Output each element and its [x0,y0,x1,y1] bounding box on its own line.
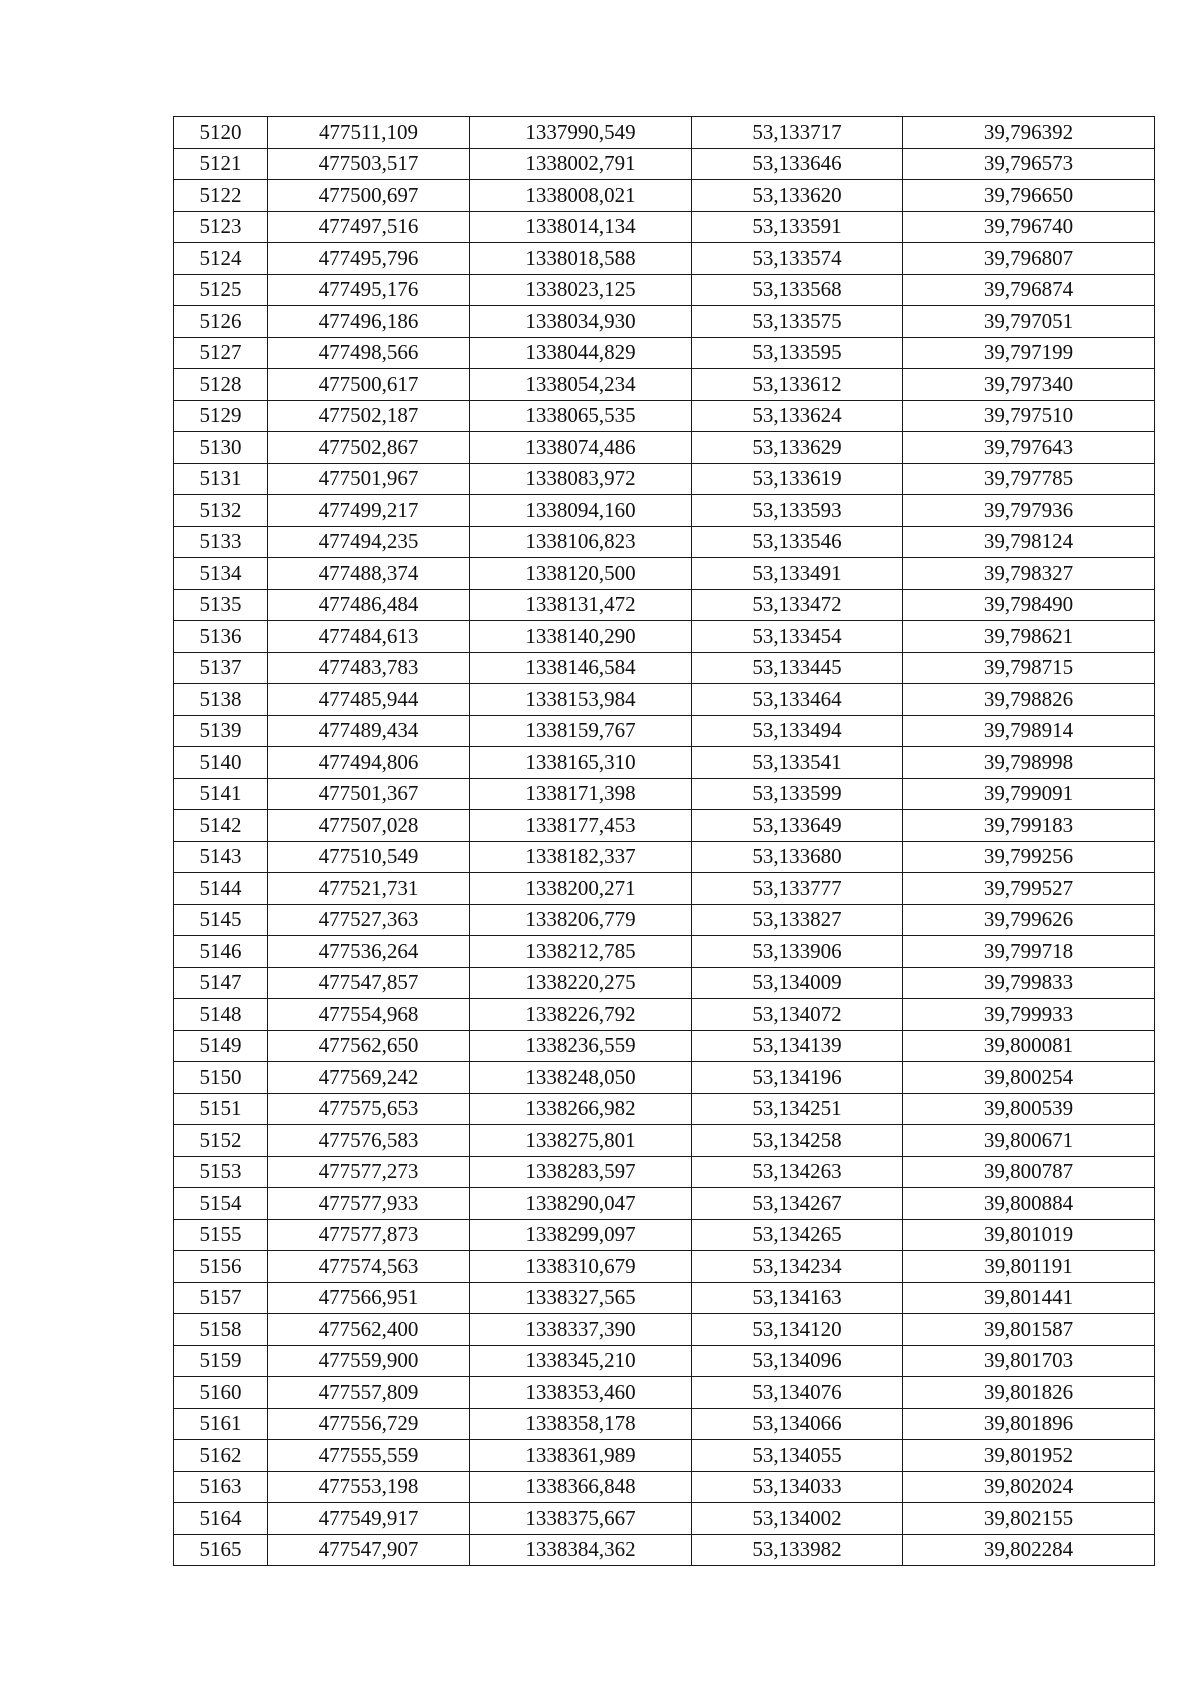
longitude-cell: 39,799626 [903,904,1155,936]
y-coordinate-cell: 1338120,500 [470,558,692,590]
y-coordinate-cell: 1338171,398 [470,778,692,810]
y-coordinate-cell: 1338275,801 [470,1125,692,1157]
latitude-cell: 53,133464 [692,684,903,716]
table-row [174,904,1155,936]
x-coordinate-cell: 477495,176 [268,274,470,306]
latitude-cell: 53,134234 [692,1251,903,1283]
table-row [174,180,1155,212]
x-coordinate-cell: 477559,900 [268,1345,470,1377]
table-row [174,1030,1155,1062]
y-coordinate-cell: 1338034,930 [470,306,692,338]
latitude-cell: 53,133546 [692,526,903,558]
coordinates-table-body [174,117,1155,1566]
y-coordinate-cell: 1338094,160 [470,495,692,527]
x-coordinate-cell: 477566,951 [268,1282,470,1314]
x-coordinate-cell: 477574,563 [268,1251,470,1283]
table-row [174,1377,1155,1409]
table-row [174,841,1155,873]
point-number-cell: 5132 [174,495,268,527]
point-number-cell: 5155 [174,1219,268,1251]
table-row [174,1440,1155,1472]
point-number-cell: 5144 [174,873,268,905]
point-number-cell: 5136 [174,621,268,653]
y-coordinate-cell: 1338153,984 [470,684,692,716]
x-coordinate-cell: 477507,028 [268,810,470,842]
longitude-cell: 39,797643 [903,432,1155,464]
y-coordinate-cell: 1338310,679 [470,1251,692,1283]
latitude-cell: 53,134055 [692,1440,903,1472]
table-row [174,652,1155,684]
point-number-cell: 5131 [174,463,268,495]
point-number-cell: 5162 [174,1440,268,1472]
x-coordinate-cell: 477521,731 [268,873,470,905]
x-coordinate-cell: 477553,198 [268,1471,470,1503]
latitude-cell: 53,133472 [692,589,903,621]
table-row [174,495,1155,527]
x-coordinate-cell: 477562,400 [268,1314,470,1346]
table-row [174,1503,1155,1535]
longitude-cell: 39,796740 [903,211,1155,243]
x-coordinate-cell: 477502,187 [268,400,470,432]
longitude-cell: 39,797936 [903,495,1155,527]
longitude-cell: 39,801191 [903,1251,1155,1283]
table-row [174,589,1155,621]
point-number-cell: 5140 [174,747,268,779]
table-row [174,274,1155,306]
y-coordinate-cell: 1338283,597 [470,1156,692,1188]
table-row [174,1314,1155,1346]
point-number-cell: 5139 [174,715,268,747]
longitude-cell: 39,798124 [903,526,1155,558]
latitude-cell: 53,133680 [692,841,903,873]
y-coordinate-cell: 1338345,210 [470,1345,692,1377]
point-number-cell: 5150 [174,1062,268,1094]
longitude-cell: 39,802284 [903,1534,1155,1566]
x-coordinate-cell: 477501,967 [268,463,470,495]
longitude-cell: 39,799933 [903,999,1155,1031]
latitude-cell: 53,133575 [692,306,903,338]
latitude-cell: 53,133593 [692,495,903,527]
y-coordinate-cell: 1338226,792 [470,999,692,1031]
longitude-cell: 39,798715 [903,652,1155,684]
latitude-cell: 53,134009 [692,967,903,999]
y-coordinate-cell: 1338131,472 [470,589,692,621]
x-coordinate-cell: 477557,809 [268,1377,470,1409]
longitude-cell: 39,798327 [903,558,1155,590]
longitude-cell: 39,801952 [903,1440,1155,1472]
y-coordinate-cell: 1338299,097 [470,1219,692,1251]
point-number-cell: 5134 [174,558,268,590]
point-number-cell: 5151 [174,1093,268,1125]
x-coordinate-cell: 477503,517 [268,148,470,180]
table-row [174,1534,1155,1566]
table-row [174,1156,1155,1188]
table-row [174,463,1155,495]
table-row [174,1471,1155,1503]
point-number-cell: 5130 [174,432,268,464]
point-number-cell: 5123 [174,211,268,243]
y-coordinate-cell: 1338177,453 [470,810,692,842]
y-coordinate-cell: 1337990,549 [470,117,692,149]
x-coordinate-cell: 477577,273 [268,1156,470,1188]
point-number-cell: 5129 [174,400,268,432]
y-coordinate-cell: 1338200,271 [470,873,692,905]
table-row [174,873,1155,905]
table-row [174,1345,1155,1377]
table-row [174,778,1155,810]
point-number-cell: 5161 [174,1408,268,1440]
x-coordinate-cell: 477510,549 [268,841,470,873]
point-number-cell: 5147 [174,967,268,999]
x-coordinate-cell: 477562,650 [268,1030,470,1062]
table-row [174,369,1155,401]
x-coordinate-cell: 477500,697 [268,180,470,212]
x-coordinate-cell: 477498,566 [268,337,470,369]
y-coordinate-cell: 1338384,362 [470,1534,692,1566]
table-row [174,1251,1155,1283]
latitude-cell: 53,134263 [692,1156,903,1188]
table-row [174,558,1155,590]
y-coordinate-cell: 1338008,021 [470,180,692,212]
table-row [174,243,1155,275]
longitude-cell: 39,797051 [903,306,1155,338]
table-row [174,1219,1155,1251]
y-coordinate-cell: 1338182,337 [470,841,692,873]
latitude-cell: 53,133541 [692,747,903,779]
longitude-cell: 39,800671 [903,1125,1155,1157]
y-coordinate-cell: 1338054,234 [470,369,692,401]
longitude-cell: 39,800254 [903,1062,1155,1094]
x-coordinate-cell: 477484,613 [268,621,470,653]
latitude-cell: 53,133777 [692,873,903,905]
latitude-cell: 53,133649 [692,810,903,842]
longitude-cell: 39,799183 [903,810,1155,842]
point-number-cell: 5122 [174,180,268,212]
x-coordinate-cell: 477527,363 [268,904,470,936]
longitude-cell: 39,797199 [903,337,1155,369]
x-coordinate-cell: 477547,907 [268,1534,470,1566]
latitude-cell: 53,133491 [692,558,903,590]
x-coordinate-cell: 477577,873 [268,1219,470,1251]
longitude-cell: 39,800539 [903,1093,1155,1125]
x-coordinate-cell: 477556,729 [268,1408,470,1440]
point-number-cell: 5121 [174,148,268,180]
y-coordinate-cell: 1338220,275 [470,967,692,999]
longitude-cell: 39,796650 [903,180,1155,212]
latitude-cell: 53,134163 [692,1282,903,1314]
longitude-cell: 39,797785 [903,463,1155,495]
table-row [174,621,1155,653]
latitude-cell: 53,134072 [692,999,903,1031]
point-number-cell: 5156 [174,1251,268,1283]
longitude-cell: 39,799527 [903,873,1155,905]
latitude-cell: 53,133591 [692,211,903,243]
point-number-cell: 5124 [174,243,268,275]
x-coordinate-cell: 477500,617 [268,369,470,401]
longitude-cell: 39,802155 [903,1503,1155,1535]
point-number-cell: 5133 [174,526,268,558]
longitude-cell: 39,801019 [903,1219,1155,1251]
longitude-cell: 39,802024 [903,1471,1155,1503]
latitude-cell: 53,133454 [692,621,903,653]
point-number-cell: 5125 [174,274,268,306]
x-coordinate-cell: 477497,516 [268,211,470,243]
longitude-cell: 39,798998 [903,747,1155,779]
latitude-cell: 53,134267 [692,1188,903,1220]
latitude-cell: 53,133619 [692,463,903,495]
y-coordinate-cell: 1338327,565 [470,1282,692,1314]
longitude-cell: 39,798621 [903,621,1155,653]
x-coordinate-cell: 477577,933 [268,1188,470,1220]
x-coordinate-cell: 477502,867 [268,432,470,464]
longitude-cell: 39,801826 [903,1377,1155,1409]
latitude-cell: 53,133612 [692,369,903,401]
longitude-cell: 39,796807 [903,243,1155,275]
table-row [174,306,1155,338]
y-coordinate-cell: 1338366,848 [470,1471,692,1503]
table-row [174,337,1155,369]
table-row [174,432,1155,464]
table-row [174,1282,1155,1314]
x-coordinate-cell: 477576,583 [268,1125,470,1157]
longitude-cell: 39,801896 [903,1408,1155,1440]
y-coordinate-cell: 1338106,823 [470,526,692,558]
y-coordinate-cell: 1338266,982 [470,1093,692,1125]
longitude-cell: 39,798490 [903,589,1155,621]
point-number-cell: 5148 [174,999,268,1031]
longitude-cell: 39,801441 [903,1282,1155,1314]
longitude-cell: 39,799256 [903,841,1155,873]
point-number-cell: 5165 [174,1534,268,1566]
longitude-cell: 39,799833 [903,967,1155,999]
table-row [174,148,1155,180]
x-coordinate-cell: 477489,434 [268,715,470,747]
table-row [174,400,1155,432]
table-row [174,684,1155,716]
longitude-cell: 39,798914 [903,715,1155,747]
latitude-cell: 53,133629 [692,432,903,464]
latitude-cell: 53,134096 [692,1345,903,1377]
x-coordinate-cell: 477547,857 [268,967,470,999]
point-number-cell: 5141 [174,778,268,810]
table-row [174,936,1155,968]
longitude-cell: 39,799091 [903,778,1155,810]
y-coordinate-cell: 1338140,290 [470,621,692,653]
latitude-cell: 53,134076 [692,1377,903,1409]
y-coordinate-cell: 1338065,535 [470,400,692,432]
longitude-cell: 39,801587 [903,1314,1155,1346]
point-number-cell: 5149 [174,1030,268,1062]
x-coordinate-cell: 477555,559 [268,1440,470,1472]
y-coordinate-cell: 1338353,460 [470,1377,692,1409]
point-number-cell: 5145 [174,904,268,936]
table-row [174,810,1155,842]
latitude-cell: 53,133574 [692,243,903,275]
y-coordinate-cell: 1338290,047 [470,1188,692,1220]
point-number-cell: 5128 [174,369,268,401]
y-coordinate-cell: 1338146,584 [470,652,692,684]
y-coordinate-cell: 1338002,791 [470,148,692,180]
longitude-cell: 39,796874 [903,274,1155,306]
y-coordinate-cell: 1338074,486 [470,432,692,464]
latitude-cell: 53,134258 [692,1125,903,1157]
table-row [174,1125,1155,1157]
y-coordinate-cell: 1338236,559 [470,1030,692,1062]
y-coordinate-cell: 1338337,390 [470,1314,692,1346]
latitude-cell: 53,134066 [692,1408,903,1440]
x-coordinate-cell: 477486,484 [268,589,470,621]
latitude-cell: 53,133494 [692,715,903,747]
y-coordinate-cell: 1338358,178 [470,1408,692,1440]
point-number-cell: 5142 [174,810,268,842]
point-number-cell: 5159 [174,1345,268,1377]
table-row [174,1408,1155,1440]
y-coordinate-cell: 1338375,667 [470,1503,692,1535]
y-coordinate-cell: 1338206,779 [470,904,692,936]
point-number-cell: 5135 [174,589,268,621]
x-coordinate-cell: 477575,653 [268,1093,470,1125]
point-number-cell: 5143 [174,841,268,873]
longitude-cell: 39,800787 [903,1156,1155,1188]
x-coordinate-cell: 477536,264 [268,936,470,968]
point-number-cell: 5120 [174,117,268,149]
x-coordinate-cell: 477496,186 [268,306,470,338]
point-number-cell: 5154 [174,1188,268,1220]
x-coordinate-cell: 477488,374 [268,558,470,590]
y-coordinate-cell: 1338159,767 [470,715,692,747]
y-coordinate-cell: 1338361,989 [470,1440,692,1472]
table-row [174,967,1155,999]
x-coordinate-cell: 477554,968 [268,999,470,1031]
point-number-cell: 5152 [174,1125,268,1157]
x-coordinate-cell: 477483,783 [268,652,470,684]
longitude-cell: 39,796392 [903,117,1155,149]
x-coordinate-cell: 477494,806 [268,747,470,779]
latitude-cell: 53,134265 [692,1219,903,1251]
latitude-cell: 53,133717 [692,117,903,149]
latitude-cell: 53,133646 [692,148,903,180]
point-number-cell: 5158 [174,1314,268,1346]
longitude-cell: 39,796573 [903,148,1155,180]
table-row [174,1188,1155,1220]
x-coordinate-cell: 477494,235 [268,526,470,558]
latitude-cell: 53,133827 [692,904,903,936]
y-coordinate-cell: 1338014,134 [470,211,692,243]
x-coordinate-cell: 477499,217 [268,495,470,527]
x-coordinate-cell: 477549,917 [268,1503,470,1535]
table-row [174,747,1155,779]
point-number-cell: 5157 [174,1282,268,1314]
y-coordinate-cell: 1338023,125 [470,274,692,306]
point-number-cell: 5127 [174,337,268,369]
table-row [174,211,1155,243]
latitude-cell: 53,133568 [692,274,903,306]
table-row [174,117,1155,149]
latitude-cell: 53,133595 [692,337,903,369]
longitude-cell: 39,800081 [903,1030,1155,1062]
point-number-cell: 5146 [174,936,268,968]
table-row [174,715,1155,747]
latitude-cell: 53,134120 [692,1314,903,1346]
y-coordinate-cell: 1338165,310 [470,747,692,779]
longitude-cell: 39,797510 [903,400,1155,432]
latitude-cell: 53,134139 [692,1030,903,1062]
y-coordinate-cell: 1338018,588 [470,243,692,275]
longitude-cell: 39,798826 [903,684,1155,716]
x-coordinate-cell: 477495,796 [268,243,470,275]
coordinates-table [173,116,1155,1566]
point-number-cell: 5138 [174,684,268,716]
table-row [174,1062,1155,1094]
point-number-cell: 5137 [174,652,268,684]
longitude-cell: 39,797340 [903,369,1155,401]
latitude-cell: 53,133982 [692,1534,903,1566]
latitude-cell: 53,134196 [692,1062,903,1094]
x-coordinate-cell: 477511,109 [268,117,470,149]
table-row [174,526,1155,558]
table-row [174,999,1155,1031]
longitude-cell: 39,800884 [903,1188,1155,1220]
y-coordinate-cell: 1338248,050 [470,1062,692,1094]
x-coordinate-cell: 477569,242 [268,1062,470,1094]
point-number-cell: 5153 [174,1156,268,1188]
y-coordinate-cell: 1338044,829 [470,337,692,369]
latitude-cell: 53,134251 [692,1093,903,1125]
x-coordinate-cell: 477501,367 [268,778,470,810]
latitude-cell: 53,133906 [692,936,903,968]
latitude-cell: 53,133445 [692,652,903,684]
longitude-cell: 39,799718 [903,936,1155,968]
point-number-cell: 5126 [174,306,268,338]
point-number-cell: 5160 [174,1377,268,1409]
latitude-cell: 53,133624 [692,400,903,432]
latitude-cell: 53,134002 [692,1503,903,1535]
latitude-cell: 53,134033 [692,1471,903,1503]
y-coordinate-cell: 1338083,972 [470,463,692,495]
table-row [174,1093,1155,1125]
point-number-cell: 5163 [174,1471,268,1503]
x-coordinate-cell: 477485,944 [268,684,470,716]
latitude-cell: 53,133620 [692,180,903,212]
y-coordinate-cell: 1338212,785 [470,936,692,968]
longitude-cell: 39,801703 [903,1345,1155,1377]
latitude-cell: 53,133599 [692,778,903,810]
point-number-cell: 5164 [174,1503,268,1535]
